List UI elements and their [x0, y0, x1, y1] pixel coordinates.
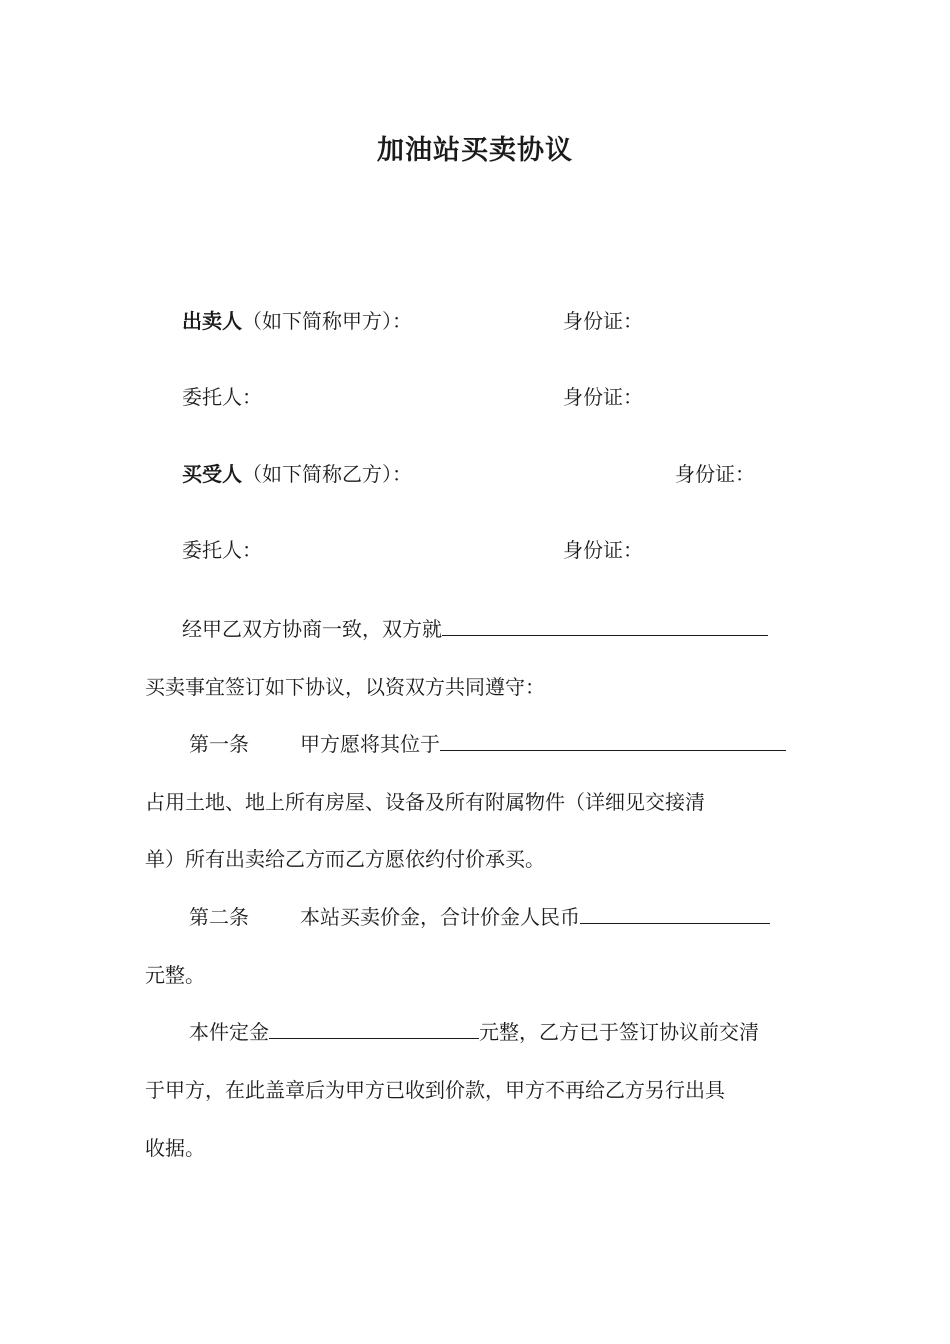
- seller-id-label: 身份证：: [563, 309, 643, 333]
- intro-blank: [442, 615, 768, 636]
- buyer-agent-label: 委托人：: [182, 538, 262, 562]
- seller-agent-id-label: 身份证：: [563, 385, 643, 409]
- seller-suffix: （如下简称甲方）：: [242, 309, 412, 333]
- article2-text-start: 本站买卖价金，合计价金人民币: [300, 905, 580, 929]
- deposit-amount-blank: [269, 1018, 479, 1039]
- intro-line-2: 买卖事宜签订如下协议，以资双方共同遵守：: [145, 675, 545, 699]
- article1-line-2: 占用土地、地上所有房屋、设备及所有附属物件（详细见交接清: [145, 790, 705, 814]
- deposit-line-2: 于甲方，在此盖章后为甲方已收到价款，甲方不再给乙方另行出具: [145, 1078, 725, 1102]
- seller-label: 出卖人: [182, 309, 242, 333]
- article2-line-2: 元整。: [145, 963, 205, 987]
- buyer-suffix: （如下简称乙方）：: [242, 462, 412, 486]
- buyer-id-label: 身份证：: [675, 462, 755, 486]
- article1-location-blank: [440, 730, 786, 751]
- deposit-text-start: 本件定金: [189, 1020, 269, 1044]
- deposit-text-after-blank: 元整，乙方已于签订协议前交清: [479, 1020, 759, 1044]
- buyer-agent-id-label: 身份证：: [563, 538, 643, 562]
- intro-line-1: [182, 614, 768, 644]
- article1-line-3: 单）所有出卖给乙方而乙方愿依约付价承买。: [145, 847, 545, 871]
- document-title: 加油站买卖协议: [377, 135, 573, 166]
- deposit-line-1: [189, 1017, 759, 1047]
- intro-text-1: 经甲乙双方协商一致，双方就: [182, 617, 442, 641]
- buyer-line: [182, 459, 412, 489]
- article1-text-start: 甲方愿将其位于: [300, 732, 440, 756]
- article2-heading: 第二条: [189, 905, 249, 929]
- deposit-line-3: 收据。: [145, 1136, 205, 1160]
- article1-line-1: [300, 729, 786, 759]
- seller-agent-label: 委托人：: [182, 385, 262, 409]
- article2-line-1: [300, 902, 770, 932]
- article2-price-blank: [580, 903, 770, 924]
- buyer-label: 买受人: [182, 462, 242, 486]
- seller-line: [182, 306, 412, 336]
- article1-heading: 第一条: [189, 732, 249, 756]
